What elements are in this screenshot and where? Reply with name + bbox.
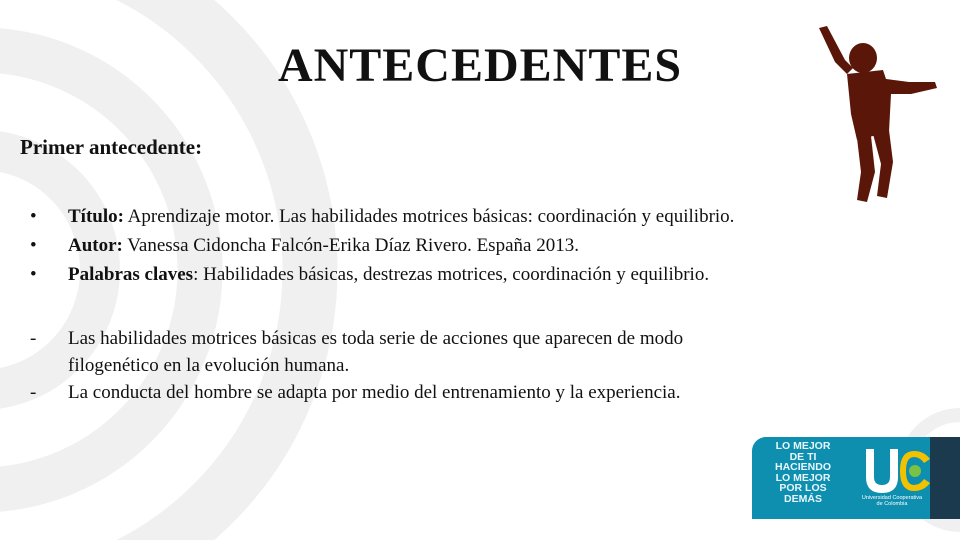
logo-name-line: Universidad Cooperativa <box>861 495 923 501</box>
dash-list <box>30 325 910 406</box>
bullet-text: : Habilidades básicas, destrezas motrices, coordinación y equilibrio. <box>193 264 710 285</box>
bullet-item-title <box>30 202 734 231</box>
bullet-symbol: • <box>30 264 37 285</box>
logo-slogan-line: DE TI <box>789 450 817 463</box>
jumping-child-icon <box>805 22 945 212</box>
bullet-symbol: • <box>30 235 37 256</box>
logo-slogan-line: DEMÁS <box>784 492 822 505</box>
dash-item <box>30 379 910 406</box>
dash-text-line: La conducta del hombre se adapta por medio del entrenamiento y la experiencia. <box>68 382 681 403</box>
logo-dark-panel <box>930 437 960 519</box>
logo-slogan-line: POR LOS <box>779 482 827 494</box>
bullet-item-author <box>30 231 734 260</box>
logo-name-line: de Colombia <box>876 501 908 507</box>
dash-item <box>30 325 910 379</box>
university-logo-icon <box>752 437 960 540</box>
uc-emblem-icon <box>852 439 942 519</box>
bullet-list <box>30 202 734 289</box>
bullet-text: Vanessa Cidoncha Falcón-Erika Díaz Rivero. España 2013. <box>122 235 579 256</box>
slide-subtitle: Primer antecedente: <box>20 135 203 159</box>
dash-text-line: filogenético en la evolución humana. <box>68 355 350 376</box>
dash-text-line: Las habilidades motrices básicas es toda serie de acciones que aparecen de modo <box>68 328 684 349</box>
bullet-symbol: • <box>30 206 37 227</box>
logo-university-name <box>850 495 934 507</box>
bullet-label: Título: <box>68 206 124 227</box>
slide-title: ANTECEDENTES <box>277 39 683 92</box>
logo-slogan-line: LO MEJOR <box>775 440 831 452</box>
logo-slogan-line: LO MEJOR <box>775 471 831 484</box>
bullet-text: Aprendizaje motor. Las habilidades motrices básicas: coordinación y equilibrio. <box>123 206 735 227</box>
logo-slogan-line: HACIENDO <box>774 461 831 473</box>
bullet-label: Palabras claves <box>68 264 194 285</box>
dash-symbol: - <box>30 382 37 403</box>
bullet-label: Autor: <box>68 235 123 256</box>
dash-symbol: - <box>30 328 37 349</box>
bullet-item-keywords <box>30 260 734 289</box>
logo-slogan <box>758 441 848 504</box>
